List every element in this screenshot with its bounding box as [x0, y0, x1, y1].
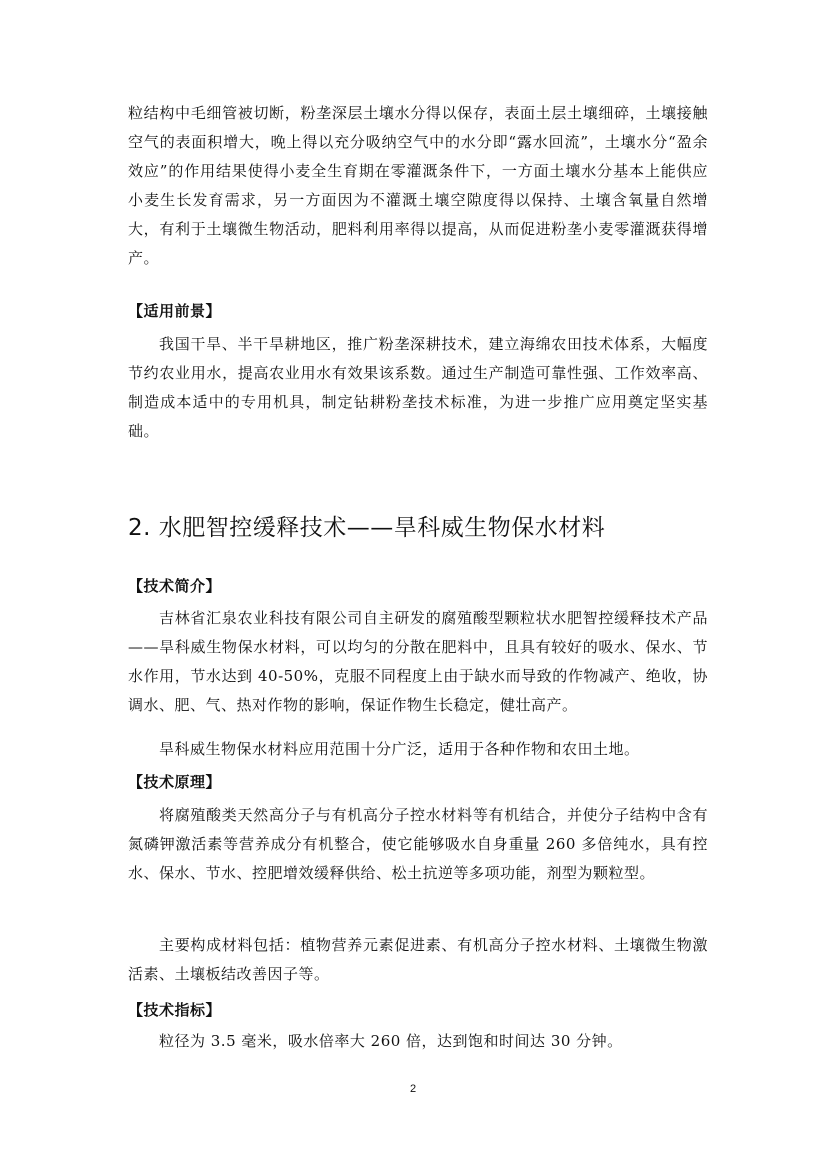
- section-title: 2. 水肥智控缓释技术——旱科威生物保水材料: [128, 515, 606, 541]
- prospects-heading: 【适用前景】: [128, 302, 222, 320]
- principle-paragraph-2: 主要构成材料包括：植物营养元素促进素、有机高分子控水材料、土壤微生物激活素、土壤板结改善因子等。: [128, 936, 708, 983]
- principle-heading: 【技术原理】: [128, 773, 222, 791]
- principle-paragraph-1: 将腐殖酸类天然高分子与有机高分子控水材料等有机结合，并使分子结构中含有氮磷钾激活素等营养成分有机整合，使它能够吸水自身重量 260 多倍纯水，具有控水、保水、节水、控肥增效缓释供给、松土抗逆等多项功能，剂型为颗粒型。: [128, 806, 708, 882]
- indicators-heading: 【技术指标】: [128, 1001, 222, 1019]
- intro-paragraph-2: 旱科威生物保水材料应用范围十分广泛，适用于各种作物和农田土地。: [159, 740, 640, 758]
- prospects-paragraph: 我国干旱、半干旱耕地区，推广粉垄深耕技术，建立海绵农田技术体系，大幅度节约农业用水，提高农业用水有效果该系数。通过生产制造可靠性强、工作效率高、制造成本适中的专用机具，制定钻耕粉垄技术标准，为进一步推广应用奠定坚实基础。: [128, 335, 708, 440]
- intro-heading: 【技术简介】: [128, 577, 222, 595]
- intro-paragraph-1: 吉林省汇泉农业科技有限公司自主研发的腐殖酸型颗粒状水肥智控缓释技术产品——旱科威生物保水材料，可以均匀的分散在肥料中，且具有较好的吸水、保水、节水作用，节水达到 40-50%，克服不同程度上由于缺水而导致的作物减产、绝收，协调水、肥、气、热对作物的影响，保证作物生长稳定，健壮高产。: [128, 609, 708, 714]
- continuation-paragraph: 粒结构中毛细管被切断，粉垄深层土壤水分得以保存，表面土层土壤细碎，土壤接触空气的表面积增大，晚上得以充分吸纳空气中的水分即“露水回流”，土壤水分“盈余效应”的作用结果使得小麦全生育期在零灌溉条件下，一方面土壤水分基本上能供应小麦生长发育需求，另一方面因为不灌溉土壤空隙度得以保持、土壤含氧量自然增大，有利于土壤微生物活动，肥料利用率得以提高，从而促进粉垄小麦零灌溉获得增产。: [128, 104, 708, 267]
- indicators-paragraph: 粒径为 3.5 毫米，吸水倍率大 260 倍，达到饱和时间达 30 分钟。: [159, 1032, 623, 1050]
- page-number: 2: [409, 1083, 417, 1095]
